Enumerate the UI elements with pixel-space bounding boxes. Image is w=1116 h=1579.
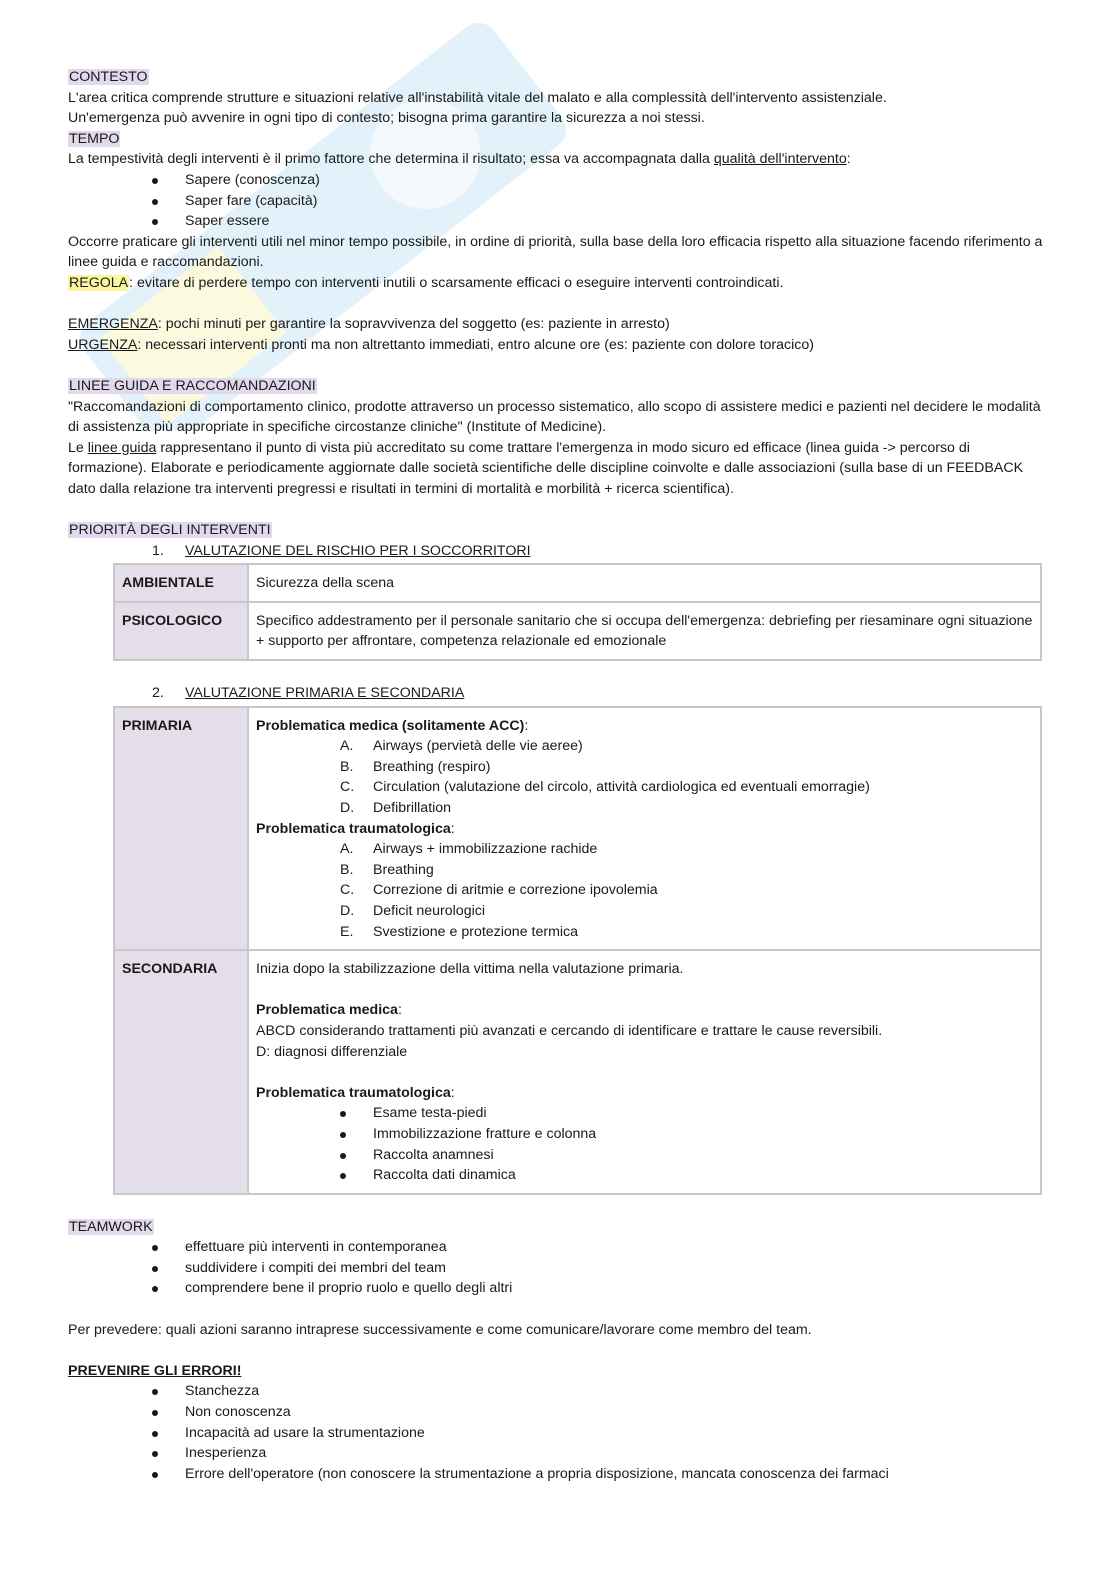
list-item: A. Airways + immobilizzazione rachide: [340, 841, 598, 858]
contesto-line: Un'emergenza può avvenire in ogni tipo di contesto; bisogna prima garantire la sicurezza a noi stessi.: [68, 110, 705, 127]
primaria-cell: Problematica medica (solitamente ACC): A. Airways (pervietà delle vie aeree) B. Breathing (respiro) C. Circulation (valutazione del circolo, attività cardiologica ed eventuali emorragie) D. Defibrillation Problematica traumatologica: A. Airways + immobilizzazione rachide B. Breathing C. Correzione di aritmie e correzione ipovolemia D. Deficit neurologici E. Svestizione e protezione termica: [248, 707, 1041, 951]
list-item: suddividere i compiti dei membri del team: [152, 1258, 1043, 1279]
list-item: effettuare più interventi in contemporanea: [152, 1237, 1043, 1258]
regola-label: REGOLA: [69, 274, 129, 291]
table-value-cell: Sicurezza della scena: [248, 564, 1041, 602]
heading-tempo: TEMPO: [69, 130, 120, 147]
table-label-cell: SECONDARIA: [114, 950, 248, 1194]
secondaria-cell: Inizia dopo la stabilizzazione della vittima nella valutazione primaria. Problematica medica: ABCD considerando trattamenti più avanzati e cercando di identificare e trattare le cause reversibili. D: diagnosi differenziale Problematica traumatologica: Esame testa-piedi Immobilizzazione fratture e colonna Raccolta anamnesi Raccolta dati dinamica: [248, 950, 1041, 1194]
table-label-cell: PRIMARIA: [114, 707, 248, 951]
table-value-cell: Specifico addestramento per il personale sanitario che si occupa dell'emergenza: debriefing per riesaminare ogni situazione + supporto per affrontare, competenza relazionale ed emozionale: [248, 602, 1041, 660]
step-1-title: 1. VALUTAZIONE DEL RISCHIO PER I SOCCORRITORI: [152, 542, 531, 559]
list-item: D. Defibrillation: [340, 800, 452, 816]
valutazione-table: [113, 706, 1042, 1195]
heading-errori: PREVENIRE GLI ERRORI!: [68, 1362, 242, 1379]
list-item: Inesperienza: [152, 1443, 1043, 1464]
document-page: [68, 67, 1043, 1484]
list-item: Immobilizzazione fratture e colonna: [340, 1124, 1033, 1145]
teamwork-bullet-list: [68, 1237, 1043, 1299]
urgenza-label: URGENZA: [68, 336, 138, 353]
qualita-link: qualità dell'intervento: [713, 151, 847, 168]
errori-bullet-list: [68, 1381, 1043, 1484]
list-item: D. Deficit neurologici: [340, 902, 485, 919]
table-label-cell: AMBIENTALE: [114, 564, 248, 602]
list-item: A. Airways (pervietà delle vie aeree): [340, 738, 583, 755]
list-item: Saper fare (capacità): [152, 191, 1043, 212]
secondaria-intro: Inizia dopo la stabilizzazione della vittima nella valutazione primaria.: [256, 961, 684, 978]
linee-guida-quote: "Raccomandazioni di comportamento clinico, prodotte attraverso un processo sistematico, allo scopo di assistere medici e pazienti nel decidere le modalità di assistenza più appropriate in specifiche circostanze cliniche" (Institute of Medicine).: [68, 398, 1041, 436]
secondaria-medica-line: D: diagnosi differenziale: [256, 1043, 408, 1060]
table-row: [114, 950, 1041, 1194]
linee-guida-paragraph: Le linee guida rappresentano il punto di vista più accreditato su come trattare l'emergenza in modo sicuro ed efficace (linea guida -> percorso di formazione). Elaborate e periodicamente aggiornate dalle società scientifiche delle discipline coinvolte e dalle associazioni (sulla base di un FEEDBACK dato dalla relazione tra interventi pregressi e risultati in termini di mortalità e morbilità + ricerca scientifica).: [68, 439, 1024, 497]
heading-teamwork: TEAMWORK: [69, 1218, 153, 1235]
list-item: C. Circulation (valutazione del circolo, attività cardiologica ed eventuali emorragie): [340, 779, 870, 796]
teamwork-paragraph: Per prevedere: quali azioni saranno intraprese successivamente e come comunicare/lavorare come membro del team.: [68, 1321, 812, 1338]
list-item: Errore dell'operatore (non conoscere la strumentazione a propria disposizione, mancata conoscenza dei farmaci: [152, 1464, 1043, 1485]
table-row: [114, 564, 1041, 602]
primaria-medica-title: Problematica medica (solitamente ACC): [256, 717, 525, 734]
table-row: [114, 602, 1041, 660]
urgenza-line: URGENZA: necessari interventi pronti ma non altrettanto immediati, entro alcune ore (es: paziente con dolore toracico): [68, 336, 814, 353]
rischio-table: [113, 563, 1042, 661]
heading-priorita: PRIORITÀ DEGLI INTERVENTI: [69, 522, 271, 539]
list-item: Stanchezza: [152, 1381, 1043, 1402]
secondaria-trauma-title: Problematica traumatologica: [256, 1084, 451, 1101]
table-label-cell: PSICOLOGICO: [114, 602, 248, 660]
list-item: Non conoscenza: [152, 1402, 1043, 1423]
list-item: Raccolta anamnesi: [340, 1145, 1033, 1166]
heading-contesto: CONTESTO: [69, 69, 148, 85]
emergenza-label: EMERGENZA: [68, 316, 158, 333]
list-item: Saper essere: [152, 211, 1043, 232]
list-item: C. Correzione di aritmie e correzione ipovolemia: [340, 882, 658, 899]
primaria-medica-list: [256, 736, 1033, 818]
list-item: E. Svestizione e protezione termica: [340, 923, 579, 940]
table-row: [114, 707, 1041, 951]
list-item: comprendere bene il proprio ruolo e quello degli altri: [152, 1278, 1043, 1299]
contesto-line: L'area critica comprende strutture e situazioni relative all'instabilità vitale del malato e alla complessità dell'intervento assistenziale.: [68, 89, 887, 106]
list-item: Raccolta dati dinamica: [340, 1165, 1033, 1186]
primaria-trauma-title: Problematica traumatologica: [256, 820, 451, 837]
secondaria-trauma-list: [256, 1103, 1033, 1185]
tempo-paragraph: Occorre praticare gli interventi utili nel minor tempo possibile, in ordine di priorità, sulla base della loro efficacia rispetto alla situazione facendo riferimento a linee guida e raccomandazioni.: [68, 233, 1043, 271]
primaria-trauma-list: [256, 839, 1033, 942]
list-item: B. Breathing (respiro): [340, 758, 491, 775]
secondaria-medica-line: ABCD considerando trattamenti più avanzati e cercando di identificare e trattare le cause reversibili.: [256, 1022, 883, 1039]
tempo-bullet-list: [68, 170, 1043, 232]
emergenza-line: EMERGENZA: pochi minuti per garantire la sopravvivenza del soggetto (es: paziente in arresto): [68, 316, 670, 333]
list-item: Incapacità ad usare la strumentazione: [152, 1423, 1043, 1444]
secondaria-medica-title: Problematica medica: [256, 1002, 398, 1019]
tempo-intro: La tempestività degli interventi è il primo fattore che determina il risultato; essa va accompagnata dalla qualità dell'intervento:: [68, 151, 851, 168]
list-item: B. Breathing: [340, 861, 434, 878]
heading-linee-guida: LINEE GUIDA E RACCOMANDAZIONI: [69, 377, 316, 394]
linee-guida-link: linee guida: [87, 439, 157, 456]
step-2-title: 2. VALUTAZIONE PRIMARIA E SECONDARIA: [152, 685, 465, 702]
regola-line: REGOLA: evitare di perdere tempo con interventi inutili o scarsamente efficaci o eseguire interventi controindicati.: [69, 274, 784, 291]
list-item: Sapere (conoscenza): [152, 170, 1043, 191]
list-item: Esame testa-piedi: [340, 1103, 1033, 1124]
